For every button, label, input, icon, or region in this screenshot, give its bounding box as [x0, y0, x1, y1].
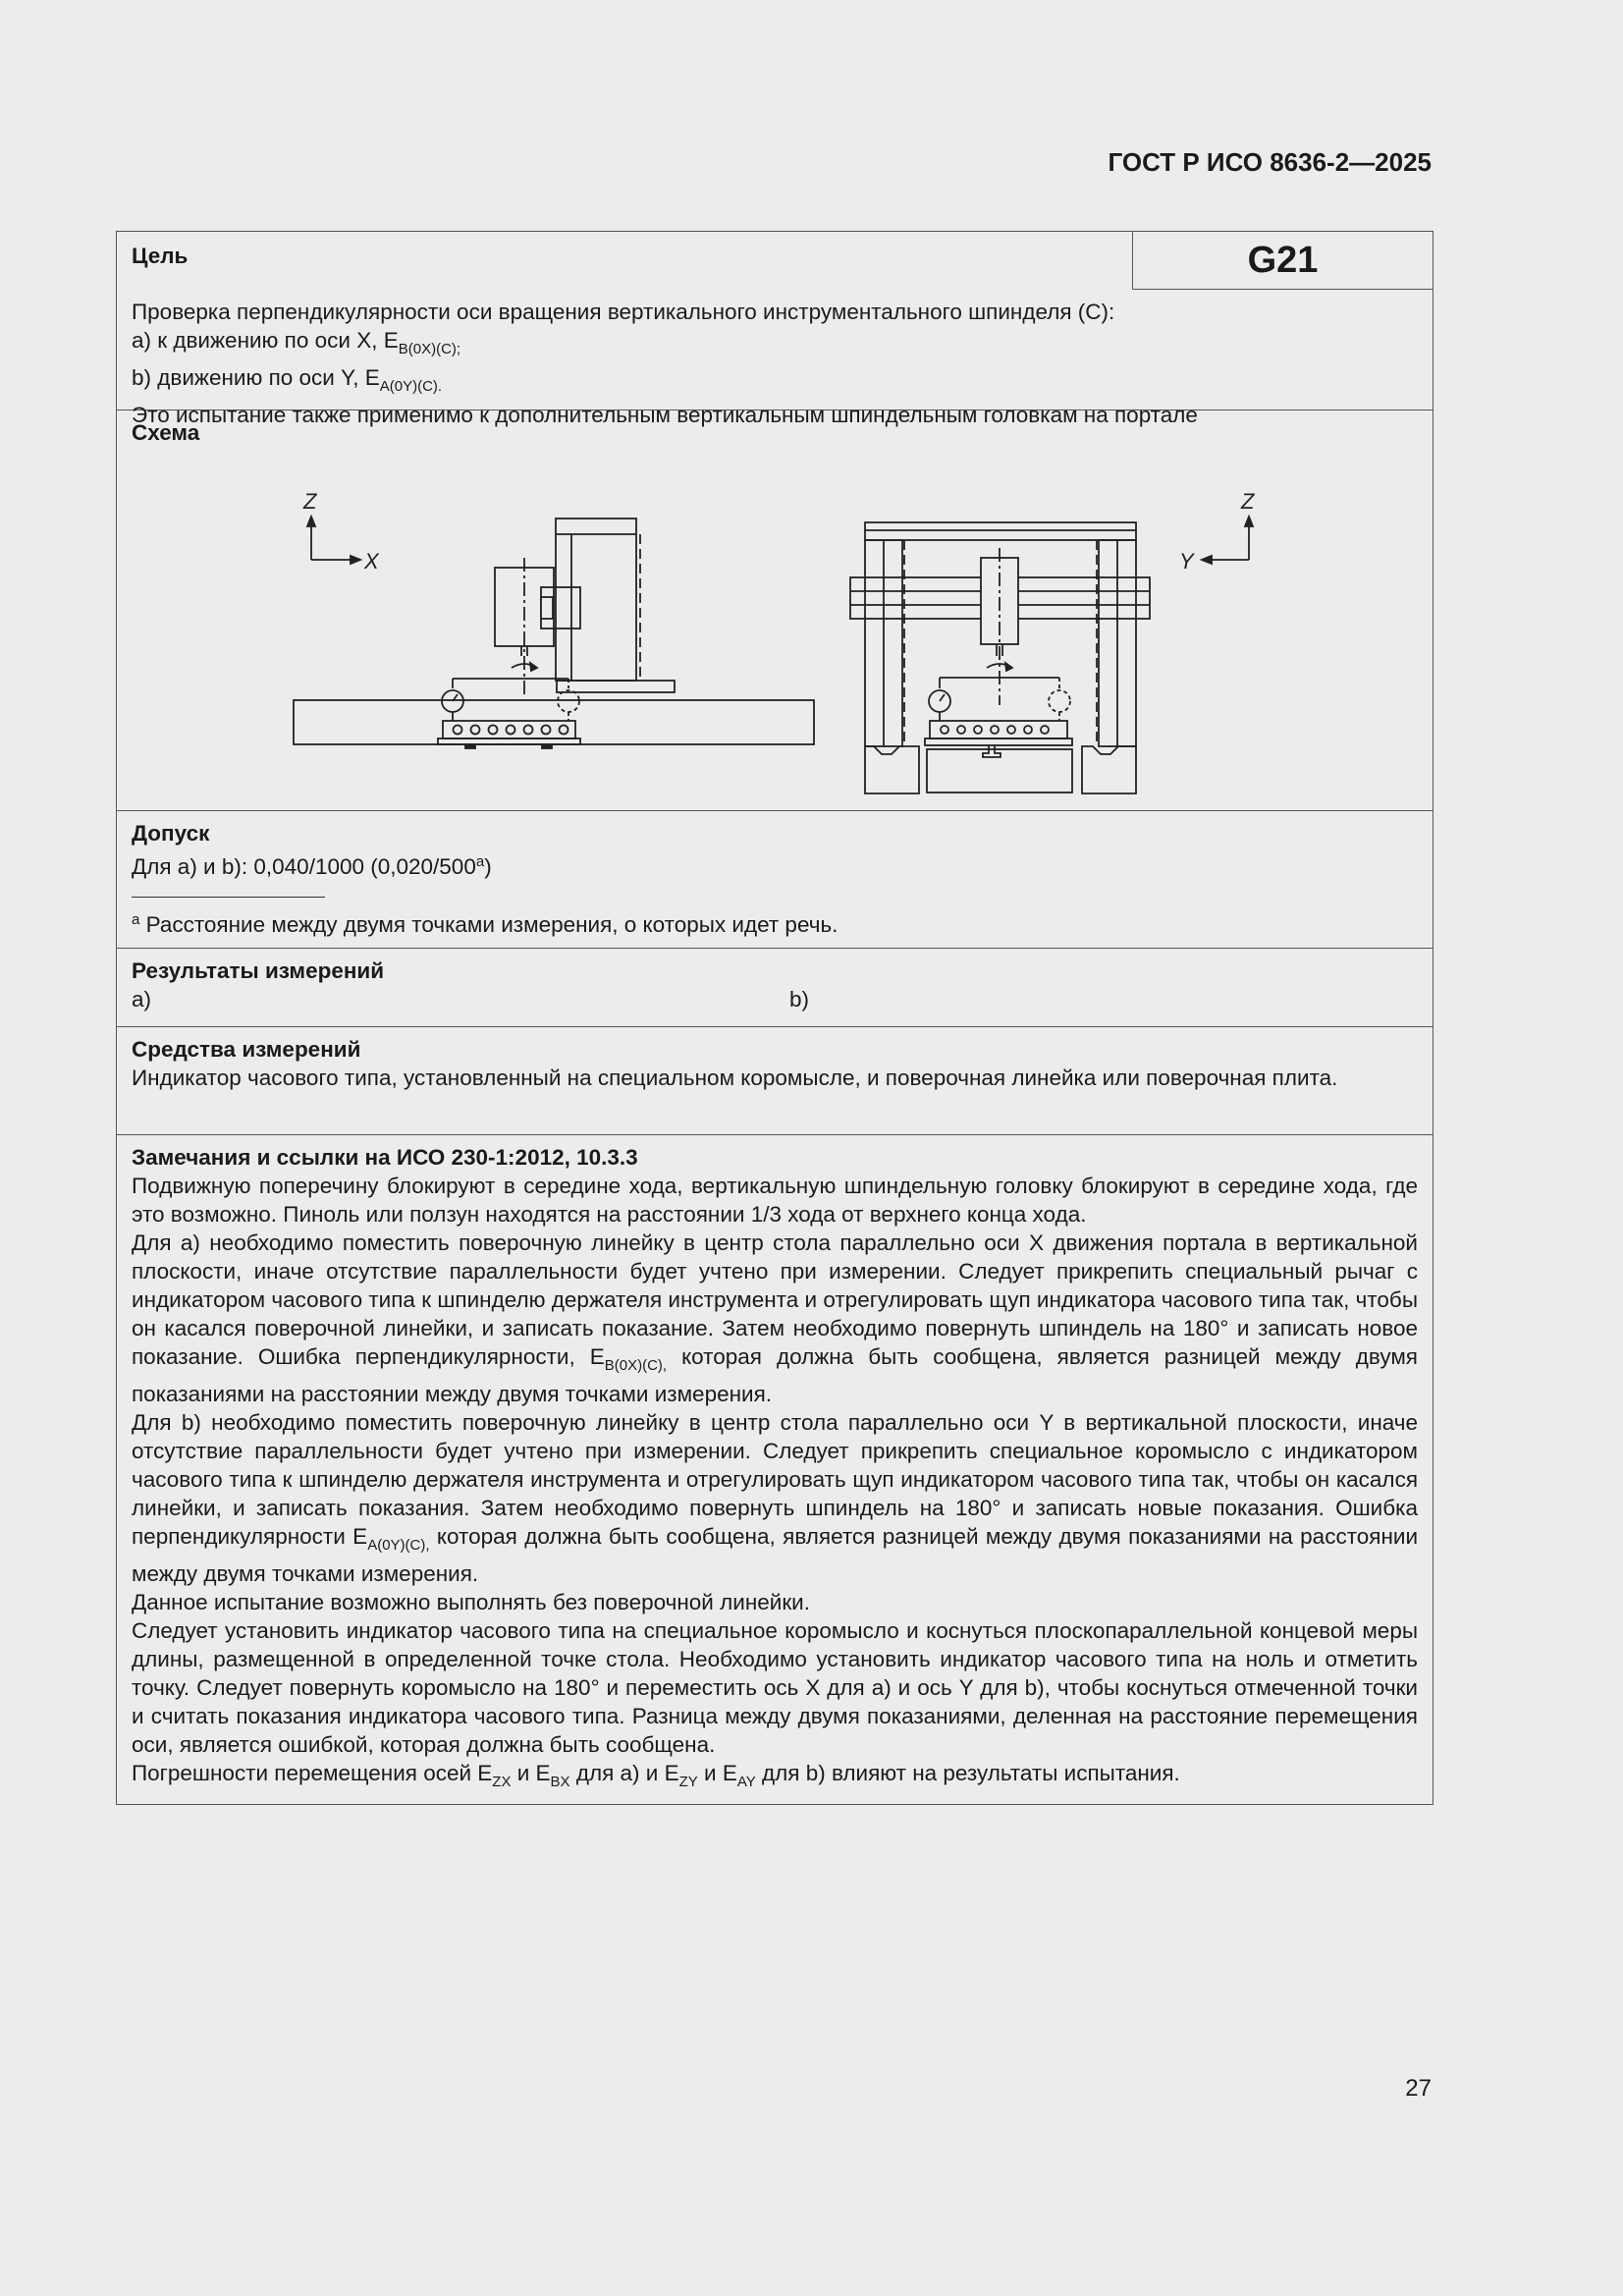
instruments-heading: Средства измерений — [132, 1037, 361, 1062]
left-axes-icon — [302, 489, 380, 574]
scheme-drawing — [117, 410, 1433, 811]
results-heading: Результаты измерений — [132, 958, 385, 983]
remarks-p2-text: Для a) необходимо поместить поверочную линейку в центр стола параллельно оси X движения портала в вертикальной плоскости, иначе отсутствие параллельности будет учтено при измерении. Следует прикрепить специальный рычаг с индикатором часового типа к шпинделю держателя инструмента и отрегулировать щуп индикатора часового типа так, чтобы он касался поверочной линейки, и записать показание. Затем необходимо повернуть шпиндель на 180° и записать новое показание. Ошибка перпендикулярности, E — [132, 1230, 1418, 1369]
goal-line-2-sub: B(0X)(C); — [398, 341, 461, 357]
tolerance-sup: a — [475, 853, 485, 870]
footnote-text: Расстояние между двумя точками измерения, о которых идет речь. — [139, 912, 839, 937]
tolerance-section — [117, 811, 1433, 949]
remarks-p3 — [132, 1408, 1418, 1588]
goal-section — [117, 232, 1433, 427]
remarks-p6-t3: для a) и E — [569, 1761, 679, 1785]
remarks-p6-s1: ZX — [492, 1774, 512, 1790]
results-section — [117, 949, 1433, 1027]
remarks-p6-t5: для b) влияют на результаты испытания. — [755, 1761, 1180, 1785]
remarks-p6-s3: ZY — [678, 1774, 698, 1790]
remarks-p1: Подвижную поперечину блокируют в середине хода, вертикальную шпиндельную головку блокируют в середине хода, где это возможно. Пиноль или ползун находятся на расстоянии 1/3 хода от верхнего конца хода. — [132, 1174, 1418, 1227]
remarks-p3-sub: A(0Y)(C), — [367, 1537, 430, 1554]
remarks-p2-end: которая должна быть сообщена, является разницей между двумя показаниями на расстоянии между двумя точками измерения. — [132, 1344, 1418, 1406]
goal-line-1: Проверка перпендикулярности оси вращения вертикального инструментального шпинделя (C): — [132, 300, 1115, 324]
footnote-mark: a — [132, 911, 140, 928]
remarks-heading: Замечания и ссылки на ИСО 230-1:2012, 10.3.3 — [132, 1145, 638, 1170]
remarks-p6-t2: и E — [511, 1761, 551, 1785]
results-row — [132, 985, 1418, 1013]
page-number: 27 — [1405, 2075, 1432, 2102]
axis-z-right: Z — [1241, 489, 1255, 514]
machine-front-view-icon — [850, 522, 1150, 793]
remarks-p3-text: Для b) необходимо поместить поверочную линейку в центр стола параллельно оси Y в вертикальной плоскости, иначе отсутствие параллельности будет учтено при измерении. Следует прикрепить специальное коромысло с индикатором часового типа к шпинделю держателя инструмента и отрегулировать щуп индикатором часового типа так, чтобы он касался линейки, и записать показания. Затем необходимо повернуть шпиндель на 180° и записать новые показания. Ошибка перпендикулярности E — [132, 1410, 1418, 1549]
remarks-p6-t4: и E — [697, 1761, 737, 1785]
scheme-heading: Схема — [132, 420, 200, 445]
scheme-section — [117, 410, 1433, 811]
test-code: G21 — [1132, 232, 1433, 290]
remarks-p6-s2: BX — [550, 1774, 570, 1790]
goal-line-4: Это испытание также применимо к дополнительным вертикальным шпиндельным головкам на портале — [132, 403, 1198, 427]
remarks-p2 — [132, 1229, 1418, 1408]
goal-line-3-text: b) движению по оси Y, E — [132, 365, 380, 390]
remarks-section — [117, 1135, 1433, 1804]
standard-designation: ГОСТ Р ИСО 8636-2—2025 — [1108, 147, 1432, 177]
axis-x-left: X — [364, 549, 379, 574]
goal-line-2 — [132, 326, 1418, 363]
right-axes-icon — [1179, 489, 1256, 574]
goal-heading: Цель — [132, 244, 189, 268]
remarks-p3-end: которая должна быть сообщена, является разницей между двумя показаниями на расстоянии между двумя точками измерения. — [132, 1524, 1419, 1586]
remarks-p5: Следует установить индикатор часового типа на специальное коромысло и коснуться плоскопараллельной концевой меры длины, размещенной в определенной точке стола. Необходимо установить индикатор часового типа на ноль и отметить точку. Следует повернуть коромысло на 180° и переместить ось X для a) и ось Y для b), чтобы коснуться отмеченной точки и считать показания индикатора часового типа. Разница между двумя показаниями, деленная на расстояние перемещения оси, является ошибкой, которая должна быть сообщена. — [132, 1618, 1418, 1757]
remarks-p6 — [132, 1759, 1418, 1796]
tolerance-value-end: ) — [484, 854, 492, 879]
goal-line-3-sub: A(0Y)(C). — [379, 378, 443, 395]
remarks-p4: Данное испытание возможно выполнять без поверочной линейки. — [132, 1590, 810, 1614]
goal-text — [132, 298, 1418, 429]
remarks-p6-s4: AY — [736, 1774, 756, 1790]
test-sheet-table — [116, 231, 1434, 1805]
tolerance-footnote — [132, 905, 1418, 939]
instruments-section — [117, 1027, 1433, 1135]
tolerance-value-text: Для a) и b): 0,040/1000 (0,020/500 — [132, 854, 476, 879]
tolerance-value — [132, 847, 1418, 881]
goal-line-2-text: a) к движению по оси X, E — [132, 328, 399, 353]
tolerance-heading: Допуск — [132, 821, 210, 846]
result-b-label: b) — [789, 987, 810, 1011]
axis-y-right: Y — [1179, 549, 1194, 574]
axis-z-left: Z — [303, 489, 317, 514]
instruments-text: Индикатор часового типа, установленный на специальном коромысле, и поверочная линейка или поверочная плита. — [132, 1066, 1338, 1090]
goal-line-3 — [132, 363, 1418, 401]
remarks-p2-sub: B(0X)(C), — [604, 1357, 668, 1374]
footnote-separator — [132, 897, 325, 898]
result-a-label: a) — [132, 987, 152, 1011]
remarks-p6-t1: Погрешности перемещения осей E — [132, 1761, 493, 1785]
